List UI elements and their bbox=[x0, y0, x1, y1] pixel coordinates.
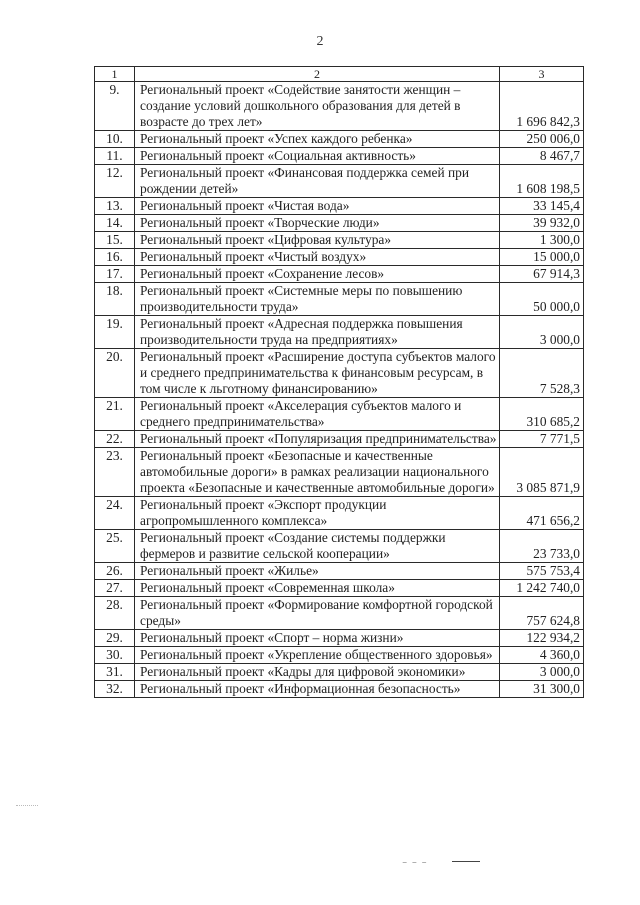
project-name: Региональный проект «Чистый воздух» bbox=[135, 249, 500, 266]
project-name: Региональный проект «Сохранение лесов» bbox=[135, 266, 500, 283]
row-number: 12. bbox=[95, 165, 135, 198]
row-number: 19. bbox=[95, 316, 135, 349]
project-name: Региональный проект «Укрепление общественного здоровья» bbox=[135, 647, 500, 664]
project-amount: 3 000,0 bbox=[500, 316, 584, 349]
project-name: Региональный проект «Создание системы поддержки фермеров и развитие сельской кооперации» bbox=[135, 530, 500, 563]
row-number: 25. bbox=[95, 530, 135, 563]
row-number: 21. bbox=[95, 398, 135, 431]
row-number: 13. bbox=[95, 198, 135, 215]
project-amount: 757 624,8 bbox=[500, 597, 584, 630]
project-name: Региональный проект «Формирование комфортной городской среды» bbox=[135, 597, 500, 630]
project-amount: 33 145,4 bbox=[500, 198, 584, 215]
row-number: 17. bbox=[95, 266, 135, 283]
row-number: 15. bbox=[95, 232, 135, 249]
row-number: 16. bbox=[95, 249, 135, 266]
row-number: 14. bbox=[95, 215, 135, 232]
project-amount: 3 085 871,9 bbox=[500, 448, 584, 497]
project-amount: 1 242 740,0 bbox=[500, 580, 584, 597]
project-amount: 7 771,5 bbox=[500, 431, 584, 448]
table-row bbox=[95, 249, 584, 266]
table-row bbox=[95, 647, 584, 664]
row-number: 10. bbox=[95, 131, 135, 148]
project-name: Региональный проект «Системные меры по повышению производительности труда» bbox=[135, 283, 500, 316]
table-row bbox=[95, 398, 584, 431]
project-name: Региональный проект «Творческие люди» bbox=[135, 215, 500, 232]
project-amount: 4 360,0 bbox=[500, 647, 584, 664]
table-row bbox=[95, 215, 584, 232]
margin-mark bbox=[16, 805, 38, 806]
project-name: Региональный проект «Информационная безопасность» bbox=[135, 681, 500, 698]
table-header-row bbox=[95, 67, 584, 82]
project-amount: 575 753,4 bbox=[500, 563, 584, 580]
row-number: 9. bbox=[95, 82, 135, 131]
row-number: 26. bbox=[95, 563, 135, 580]
table-row bbox=[95, 266, 584, 283]
column-header: 3 bbox=[500, 67, 584, 82]
footer-line bbox=[452, 861, 480, 862]
row-number: 27. bbox=[95, 580, 135, 597]
row-number: 11. bbox=[95, 148, 135, 165]
project-name: Региональный проект «Цифровая культура» bbox=[135, 232, 500, 249]
project-amount: 310 685,2 bbox=[500, 398, 584, 431]
row-number: 24. bbox=[95, 497, 135, 530]
project-name: Региональный проект «Адресная поддержка повышения производительности труда на предприятиях» bbox=[135, 316, 500, 349]
project-amount: 39 932,0 bbox=[500, 215, 584, 232]
footer-mark: ⁻ ⁻ ⁻ bbox=[402, 860, 428, 871]
row-number: 18. bbox=[95, 283, 135, 316]
budget-table bbox=[94, 66, 584, 698]
table-row bbox=[95, 232, 584, 249]
project-name: Региональный проект «Спорт – норма жизни» bbox=[135, 630, 500, 647]
project-amount: 250 006,0 bbox=[500, 131, 584, 148]
table-row bbox=[95, 431, 584, 448]
project-amount: 471 656,2 bbox=[500, 497, 584, 530]
project-amount: 1 696 842,3 bbox=[500, 82, 584, 131]
project-name: Региональный проект «Финансовая поддержка семей при рождении детей» bbox=[135, 165, 500, 198]
project-amount: 7 528,3 bbox=[500, 349, 584, 398]
table-row bbox=[95, 530, 584, 563]
project-amount: 8 467,7 bbox=[500, 148, 584, 165]
project-amount: 1 300,0 bbox=[500, 232, 584, 249]
project-name: Региональный проект «Содействие занятости женщин – создание условий дошкольного образования для детей в возрасте до трех лет» bbox=[135, 82, 500, 131]
row-number: 20. bbox=[95, 349, 135, 398]
project-amount: 50 000,0 bbox=[500, 283, 584, 316]
row-number: 32. bbox=[95, 681, 135, 698]
row-number: 28. bbox=[95, 597, 135, 630]
table-row bbox=[95, 316, 584, 349]
table-row bbox=[95, 563, 584, 580]
table-row bbox=[95, 681, 584, 698]
row-number: 29. bbox=[95, 630, 135, 647]
project-name: Региональный проект «Расширение доступа субъектов малого и среднего предпринимательства к финансовым ресурсам, в том числе к льготному финансированию» bbox=[135, 349, 500, 398]
table-row bbox=[95, 580, 584, 597]
project-name: Региональный проект «Экспорт продукции агропромышленного комплекса» bbox=[135, 497, 500, 530]
project-name: Региональный проект «Кадры для цифровой экономики» bbox=[135, 664, 500, 681]
project-amount: 122 934,2 bbox=[500, 630, 584, 647]
table-row bbox=[95, 131, 584, 148]
table-row bbox=[95, 82, 584, 131]
row-number: 30. bbox=[95, 647, 135, 664]
column-header: 2 bbox=[135, 67, 500, 82]
row-number: 22. bbox=[95, 431, 135, 448]
project-amount: 31 300,0 bbox=[500, 681, 584, 698]
table-row bbox=[95, 497, 584, 530]
project-name: Региональный проект «Безопасные и качественные автомобильные дороги» в рамках реализации национального проекта «Безопасные и качественные автомобильные дороги» bbox=[135, 448, 500, 497]
project-amount: 15 000,0 bbox=[500, 249, 584, 266]
project-name: Региональный проект «Акселерация субъектов малого и среднего предпринимательства» bbox=[135, 398, 500, 431]
table-row bbox=[95, 630, 584, 647]
table-row bbox=[95, 148, 584, 165]
project-name: Региональный проект «Жилье» bbox=[135, 563, 500, 580]
table-row bbox=[95, 349, 584, 398]
project-amount: 1 608 198,5 bbox=[500, 165, 584, 198]
table-row bbox=[95, 165, 584, 198]
project-name: Региональный проект «Чистая вода» bbox=[135, 198, 500, 215]
table-row bbox=[95, 664, 584, 681]
project-name: Региональный проект «Популяризация предпринимательства» bbox=[135, 431, 500, 448]
project-name: Региональный проект «Современная школа» bbox=[135, 580, 500, 597]
table-row bbox=[95, 597, 584, 630]
column-header: 1 bbox=[95, 67, 135, 82]
row-number: 23. bbox=[95, 448, 135, 497]
page-number: 2 bbox=[316, 34, 324, 49]
row-number: 31. bbox=[95, 664, 135, 681]
project-name: Региональный проект «Социальная активность» bbox=[135, 148, 500, 165]
table-row bbox=[95, 198, 584, 215]
project-name: Региональный проект «Успех каждого ребенка» bbox=[135, 131, 500, 148]
project-amount: 67 914,3 bbox=[500, 266, 584, 283]
table-row bbox=[95, 283, 584, 316]
table-row bbox=[95, 448, 584, 497]
project-amount: 23 733,0 bbox=[500, 530, 584, 563]
project-amount: 3 000,0 bbox=[500, 664, 584, 681]
